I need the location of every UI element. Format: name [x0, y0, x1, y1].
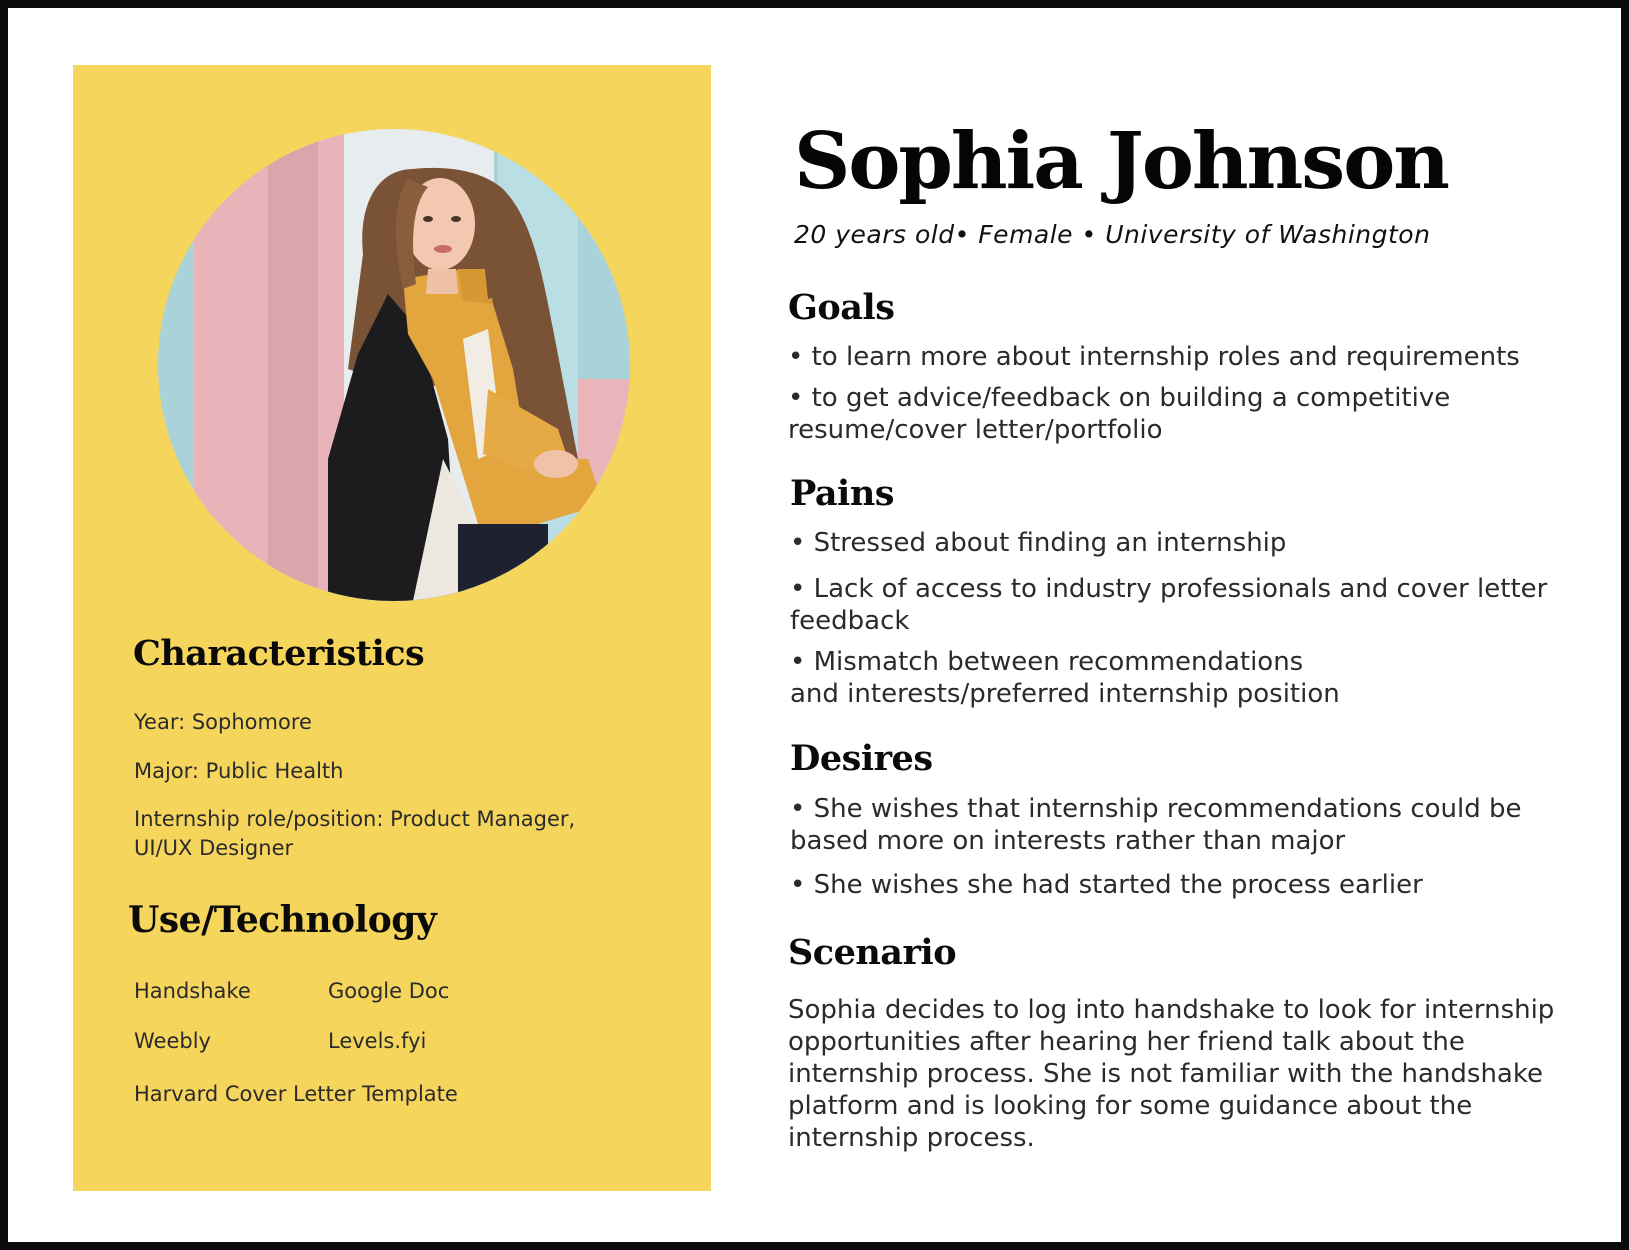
tech-item-harvard-template: Harvard Cover Letter Template	[134, 1082, 458, 1106]
desires-title: Desires	[790, 738, 933, 779]
characteristic-year: Year: Sophomore	[134, 710, 312, 734]
persona-photo	[158, 129, 630, 601]
technology-title: Use/Technology	[128, 899, 437, 941]
tech-item-handshake: Handshake	[134, 979, 251, 1003]
desire-item: • She wishes she had started the process earlier	[790, 870, 1423, 900]
scenario-text: Sophia decides to log into handshake to look for internship opportunities after hearing her friend talk about the internship process. She is not familiar with the handshake platform and is looking for some guidance about the internship process.	[788, 995, 1555, 1153]
tech-item-google-doc: Google Doc	[328, 979, 450, 1003]
goal-item: • to get advice/feedback on building a competitive resume/cover letter/portfolio	[788, 383, 1451, 445]
pain-item: • Mismatch between recommendations and interests/preferred internship position	[790, 647, 1340, 709]
characteristics-title: Characteristics	[133, 633, 425, 674]
persona-name: Sophia Johnson	[794, 116, 1448, 207]
persona-subtitle: 20 years old• Female • University of Washington	[794, 220, 1431, 249]
desire-item: • She wishes that internship recommendations could be based more on interests rather than major	[790, 794, 1522, 856]
pain-item: • Lack of access to industry professionals and cover letter feedback	[790, 574, 1548, 636]
tech-item-levels: Levels.fyi	[328, 1029, 427, 1053]
scenario-title: Scenario	[788, 932, 957, 973]
goals-title: Goals	[788, 287, 895, 328]
pains-title: Pains	[790, 473, 895, 514]
tech-item-weebly: Weebly	[134, 1029, 211, 1053]
characteristic-major: Major: Public Health	[134, 759, 344, 783]
pain-item: • Stressed about finding an internship	[790, 528, 1287, 558]
goal-item: • to learn more about internship roles and requirements	[788, 342, 1520, 372]
characteristic-role: Internship role/position: Product Manager, UI/UX Designer	[134, 807, 576, 860]
persona-photo-illustration	[158, 129, 630, 601]
left-panel	[73, 65, 711, 1191]
